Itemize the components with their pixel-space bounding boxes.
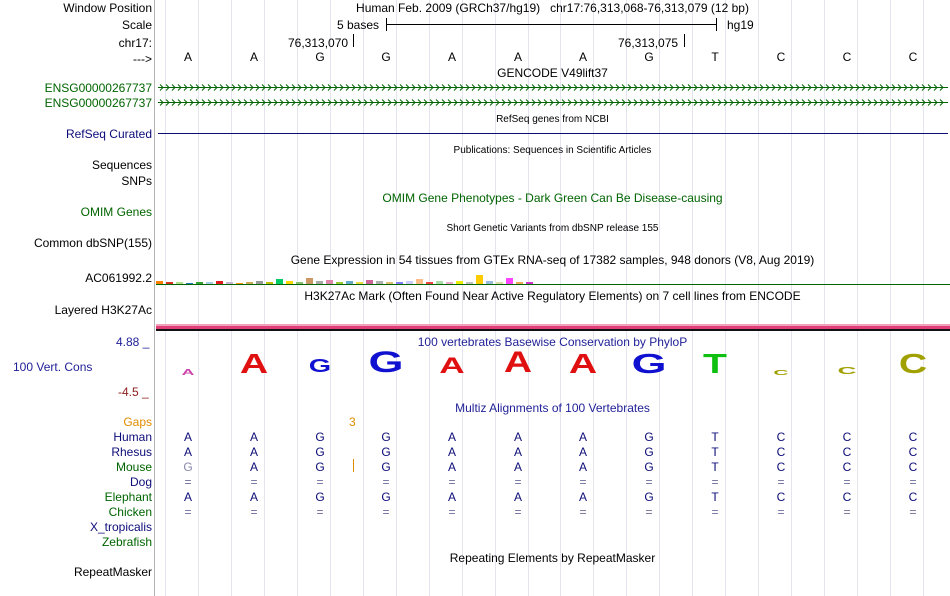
reference-base: G <box>644 50 654 64</box>
aligned-base: C <box>908 430 918 444</box>
h3k27ac-baseline <box>156 329 950 331</box>
position-tick-1 <box>353 34 354 47</box>
aligned-base: G <box>644 430 654 444</box>
aligned-base: = <box>579 475 587 489</box>
scale-bar-label: 5 bases <box>337 18 380 32</box>
reference-base: C <box>776 50 786 64</box>
aligned-base: = <box>184 505 192 519</box>
species-label[interactable]: Chicken <box>108 505 152 519</box>
aligned-base: A <box>513 460 522 474</box>
aligned-base: = <box>711 475 719 489</box>
strand-label: ---> <box>133 52 152 66</box>
aligned-base: A <box>447 445 456 459</box>
aligned-base: A <box>578 460 587 474</box>
aligned-base: G <box>644 490 654 504</box>
phylop-logo-letter: C <box>773 370 789 377</box>
refseq-label[interactable]: RefSeq Curated <box>65 127 152 141</box>
aligned-base: T <box>711 460 719 474</box>
species-label[interactable]: Mouse <box>115 460 152 474</box>
gtex-track-title[interactable]: Gene Expression in 54 tissues from GTEx RNA-seq of 17382 samples, 948 donors (V8, Aug 2019) <box>290 253 815 267</box>
species-label[interactable]: Dog <box>129 475 152 489</box>
aligned-base: C <box>776 445 786 459</box>
species-label[interactable]: Zebrafish <box>101 535 152 549</box>
gtex-tissue-bar[interactable] <box>476 275 483 284</box>
h3k27ac-track-title[interactable]: H3K27Ac Mark (Often Found Near Active Regulatory Elements) on 7 cell lines from ENCODE <box>304 289 801 303</box>
gtex-baseline <box>156 284 950 285</box>
refseq-feature-line[interactable] <box>158 133 948 134</box>
position-label-1: 76,313,070 <box>288 36 349 50</box>
aligned-base: = <box>645 475 653 489</box>
phylop-logo-letter: G <box>308 356 332 376</box>
aligned-base: = <box>382 505 390 519</box>
aligned-base: = <box>843 475 851 489</box>
publications-track-title[interactable]: Publications: Sequences in Scientific Articles <box>453 145 652 156</box>
phylop-logo-letter: A <box>439 353 465 378</box>
aligned-base: C <box>908 490 918 504</box>
aligned-base: G <box>315 430 325 444</box>
scale-db: hg19 <box>727 18 754 32</box>
aligned-base: = <box>843 505 851 519</box>
gencode-item-1-feature[interactable] <box>158 83 948 92</box>
aligned-base: G <box>381 460 391 474</box>
aligned-base: = <box>316 475 324 489</box>
gtex-gene-label[interactable]: AC061992.2 <box>85 271 152 285</box>
phylop-logo-letter: C <box>837 366 857 377</box>
aligned-base: A <box>578 430 587 444</box>
refseq-track-title[interactable]: RefSeq genes from NCBI <box>496 114 609 125</box>
aligned-base: = <box>909 475 917 489</box>
aligned-base: T <box>711 430 719 444</box>
scale-bar <box>386 24 717 25</box>
aligned-base: A <box>183 430 192 444</box>
species-label[interactable]: X_tropicalis <box>89 520 152 534</box>
aligned-base: A <box>249 460 258 474</box>
position-label-2: 76,313,075 <box>618 36 679 50</box>
scale-bar-right-tick <box>716 18 717 31</box>
window-position-label: Window Position <box>63 1 152 15</box>
aligned-base: G <box>644 460 654 474</box>
phylop-logo-letter: C <box>898 348 928 379</box>
reference-base: A <box>447 50 456 64</box>
aligned-base: = <box>382 475 390 489</box>
phylop-logo-letter: G <box>368 346 404 379</box>
reference-base: C <box>908 50 918 64</box>
aligned-base: A <box>447 430 456 444</box>
aligned-base: A <box>578 490 587 504</box>
phylop-logo-letter: A <box>503 346 533 379</box>
aligned-base: = <box>514 475 522 489</box>
gencode-track-title[interactable]: GENCODE V49lift37 <box>497 66 608 80</box>
aligned-base: G <box>183 460 193 474</box>
reference-base: G <box>315 50 325 64</box>
aligned-base: G <box>381 445 391 459</box>
aligned-base: A <box>513 490 522 504</box>
reference-base: C <box>842 50 852 64</box>
phylop-logo-letter: G <box>631 348 667 379</box>
aligned-base: C <box>776 490 786 504</box>
aligned-base: = <box>514 505 522 519</box>
snps-label[interactable]: SNPs <box>121 174 152 188</box>
aligned-base: C <box>842 460 852 474</box>
aligned-base: = <box>579 505 587 519</box>
species-label[interactable]: Rhesus <box>111 445 152 459</box>
aligned-base: A <box>249 445 258 459</box>
aligned-base: = <box>184 475 192 489</box>
chrom-label: chr17: <box>118 36 152 50</box>
reference-base: A <box>183 50 192 64</box>
reference-base: A <box>578 50 587 64</box>
aligned-base: A <box>513 430 522 444</box>
aligned-base: T <box>711 445 719 459</box>
species-label[interactable]: Elephant <box>104 490 152 504</box>
aligned-base: G <box>381 430 391 444</box>
aligned-base: = <box>777 505 785 519</box>
phylop-min-value: -4.5 _ <box>118 385 149 399</box>
repeatmasker-track-title[interactable]: Repeating Elements by RepeatMasker <box>449 551 656 565</box>
aligned-base: G <box>315 445 325 459</box>
reference-base: T <box>711 50 719 64</box>
omim-track-title[interactable]: OMIM Gene Phenotypes - Dark Green Can Be Disease-causing <box>382 191 723 205</box>
phylop-label[interactable]: 100 Vert. Cons <box>13 360 93 374</box>
assembly-position: Human Feb. 2009 (GRCh37/hg19) chr17:76,313,068-76,313,079 (12 bp) <box>356 1 749 15</box>
aligned-base: = <box>448 475 456 489</box>
reference-base: G <box>381 50 391 64</box>
gaps-label[interactable]: Gaps <box>123 415 152 429</box>
aligned-base: C <box>842 430 852 444</box>
gencode-item-1-label[interactable]: ENSG00000267737 <box>44 81 152 95</box>
phylop-logo-letter: A <box>181 368 195 377</box>
aligned-base: G <box>315 460 325 474</box>
aligned-base: G <box>381 490 391 504</box>
aligned-base: = <box>777 475 785 489</box>
aligned-base: A <box>447 460 456 474</box>
gencode-item-2-label[interactable]: ENSG00000267737 <box>44 96 152 110</box>
phylop-logo-letter: A <box>568 348 598 379</box>
aligned-base: = <box>448 505 456 519</box>
phylop-logo-letter: A <box>239 348 269 379</box>
aligned-base: A <box>183 490 192 504</box>
species-label[interactable]: Human <box>113 430 152 444</box>
position-tick-2 <box>684 34 685 47</box>
aligned-base: A <box>183 445 192 459</box>
aligned-base: C <box>842 445 852 459</box>
aligned-base: C <box>908 460 918 474</box>
phylop-track-title[interactable]: 100 vertebrates Basewise Conservation by PhyloP <box>417 335 688 349</box>
gencode-item-2-feature[interactable] <box>158 98 948 107</box>
dbsnp-track-title[interactable]: Short Genetic Variants from dbSNP release 155 <box>446 223 659 234</box>
sequences-label[interactable]: Sequences <box>91 158 152 172</box>
aligned-base: G <box>644 445 654 459</box>
aligned-base: = <box>645 505 653 519</box>
dbsnp-label[interactable]: Common dbSNP(155) <box>33 236 152 250</box>
aligned-base: A <box>578 445 587 459</box>
mouse-gap-marker <box>353 459 354 472</box>
aligned-base: C <box>842 490 852 504</box>
aligned-base: = <box>316 505 324 519</box>
aligned-base: A <box>249 490 258 504</box>
phylop-logo-letter: T <box>703 348 727 379</box>
reference-base: A <box>249 50 258 64</box>
multiz-track-title[interactable]: Multiz Alignments of 100 Vertebrates <box>455 401 650 415</box>
aligned-base: = <box>909 505 917 519</box>
aligned-base: C <box>908 445 918 459</box>
gap-count: 3 <box>349 415 356 429</box>
aligned-base: = <box>250 475 258 489</box>
aligned-base: T <box>711 490 719 504</box>
aligned-base: C <box>776 460 786 474</box>
aligned-base: G <box>315 490 325 504</box>
repeatmasker-label[interactable]: RepeatMasker <box>73 565 152 579</box>
aligned-base: A <box>447 490 456 504</box>
reference-base: A <box>513 50 522 64</box>
phylop-max-value: 4.88 _ <box>116 335 150 349</box>
aligned-base: A <box>249 430 258 444</box>
aligned-base: C <box>776 430 786 444</box>
scale-label: Scale <box>121 18 152 32</box>
aligned-base: = <box>250 505 258 519</box>
omim-label[interactable]: OMIM Genes <box>80 205 152 219</box>
h3k27ac-label[interactable]: Layered H3K27Ac <box>54 303 152 317</box>
aligned-base: A <box>513 445 522 459</box>
aligned-base: = <box>711 505 719 519</box>
